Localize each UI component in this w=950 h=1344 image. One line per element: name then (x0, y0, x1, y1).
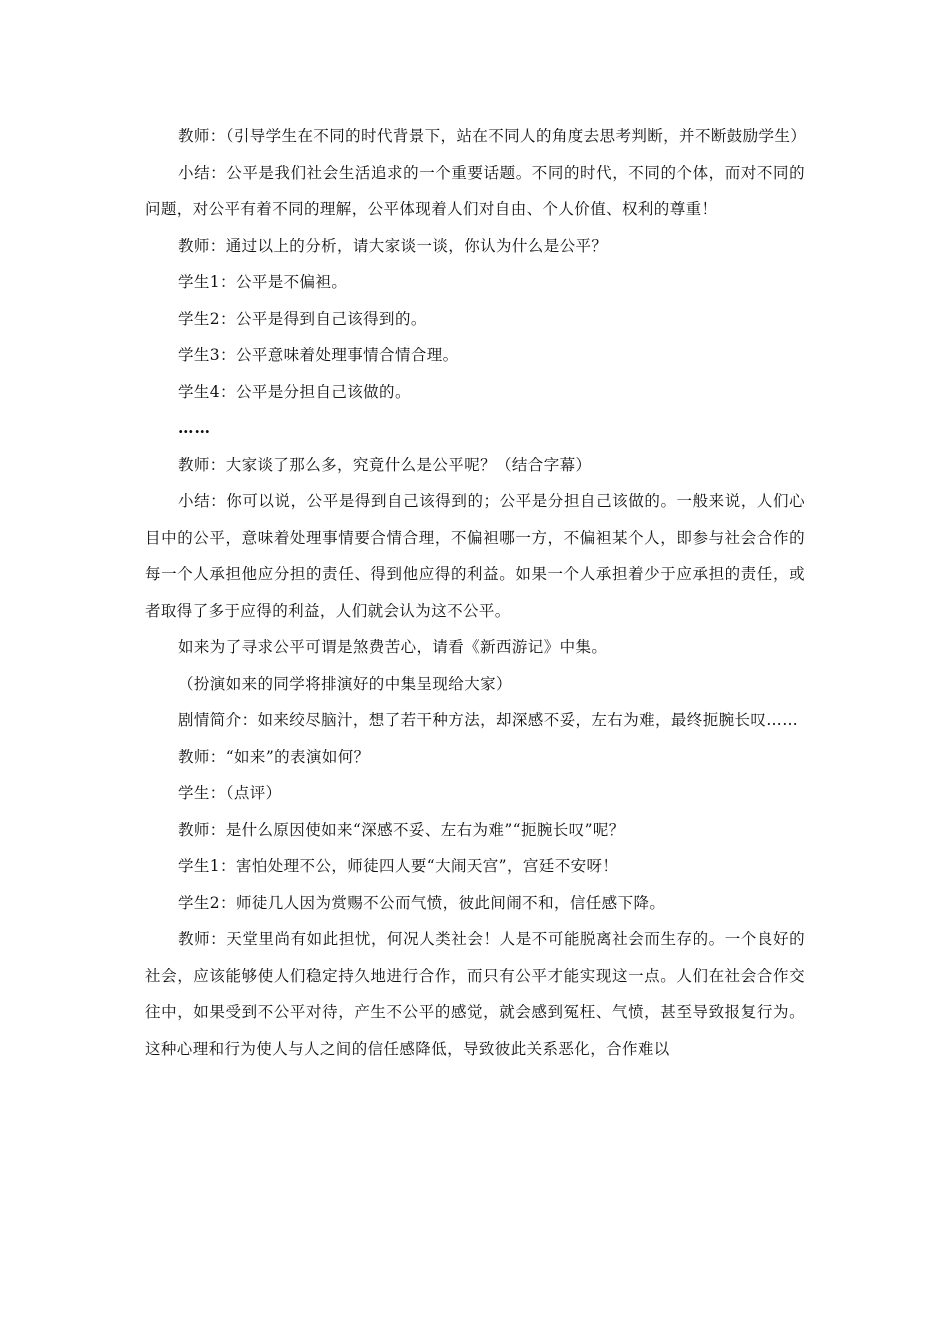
paragraph-teacher-conclusion: 教师：天堂里尚有如此担忧，何况人类社会！人是不可能脱离社会而生存的。一个良好的社会，应该能够使人们稳定持久地进行合作，而只有公平才能实现这一点。人们在社会合作交往中，如果受到不公平对待，产生不公平的感觉，就会感到冤枉、气愤，甚至导致报复行为。这种心理和行为使人与人之间的信任感降低，导致彼此关系恶化，合作难以 (145, 930, 805, 1058)
paragraph-student-answer-1: 学生1：害怕处理不公，师徒四人要“大闹天宫”，宫廷不安呀！ (178, 857, 619, 875)
paragraph-summary-1: 小结：公平是我们社会生活追求的一个重要话题。不同的时代，不同的个体，而对不同的问题，对公平有着不同的理解，公平体现着人们对自由、个人价值、权利的尊重！ (145, 163, 805, 218)
paragraph-summary-2: 小结：你可以说，公平是得到自己该得到的；公平是分担自己该做的。一般来说，人们心目中的公平，意味着处理事情要合情合理，不偏袒哪一方，不偏袒某个人，即参与社会合作的每一个人承担他应分担的责任、得到他应得的利益。如果一个人承担着少于应承担的责任，或者取得了多于应得的利益，人们就会认为这不公平。 (145, 492, 805, 620)
document-body (145, 118, 805, 1067)
paragraph-student-3: 学生3：公平意味着处理事情合情合理。 (178, 346, 459, 364)
paragraph-rulai-intro: 如来为了寻求公平可谓是煞费苦心，请看《新西游记》中集。 (178, 638, 608, 656)
paragraph-performance-note: （扮演如来的同学将排演好的中集呈现给大家） (178, 674, 512, 693)
paragraph-student-comment: 学生：（点评） (178, 784, 282, 802)
paragraph-ellipsis: …… (178, 418, 211, 437)
paragraph-student-4: 学生4：公平是分担自己该做的。 (178, 382, 411, 401)
paragraph-teacher-question: 教师：通过以上的分析，请大家谈一谈，你认为什么是公平？ (178, 236, 608, 255)
paragraph-teacher-guide: 教师：（引导学生在不同的时代背景下，站在不同人的角度去思考判断，并不断鼓励学生） (178, 127, 807, 145)
paragraph-student-answer-2: 学生2：师徒几人因为赏赐不公而气愤，彼此间闹不和，信任感下降。 (178, 893, 666, 912)
paragraph-teacher-reason: 教师：是什么原因使如来“深感不妥、左右为难”“扼腕长叹”呢？ (178, 820, 625, 839)
paragraph-student-1: 学生1：公平是不偏袒。 (178, 273, 348, 291)
paragraph-teacher-what-is-fair: 教师：大家谈了那么多，究竟什么是公平呢？（结合字幕） (178, 455, 592, 474)
paragraph-teacher-performance: 教师：“如来”的表演如何？ (178, 747, 370, 766)
paragraph-plot-summary: 剧情简介：如来绞尽脑汁，想了若干种方法，却深感不妥，左右为难，最终扼腕长叹…… (178, 711, 799, 729)
paragraph-student-2: 学生2：公平是得到自己该得到的。 (178, 309, 427, 328)
